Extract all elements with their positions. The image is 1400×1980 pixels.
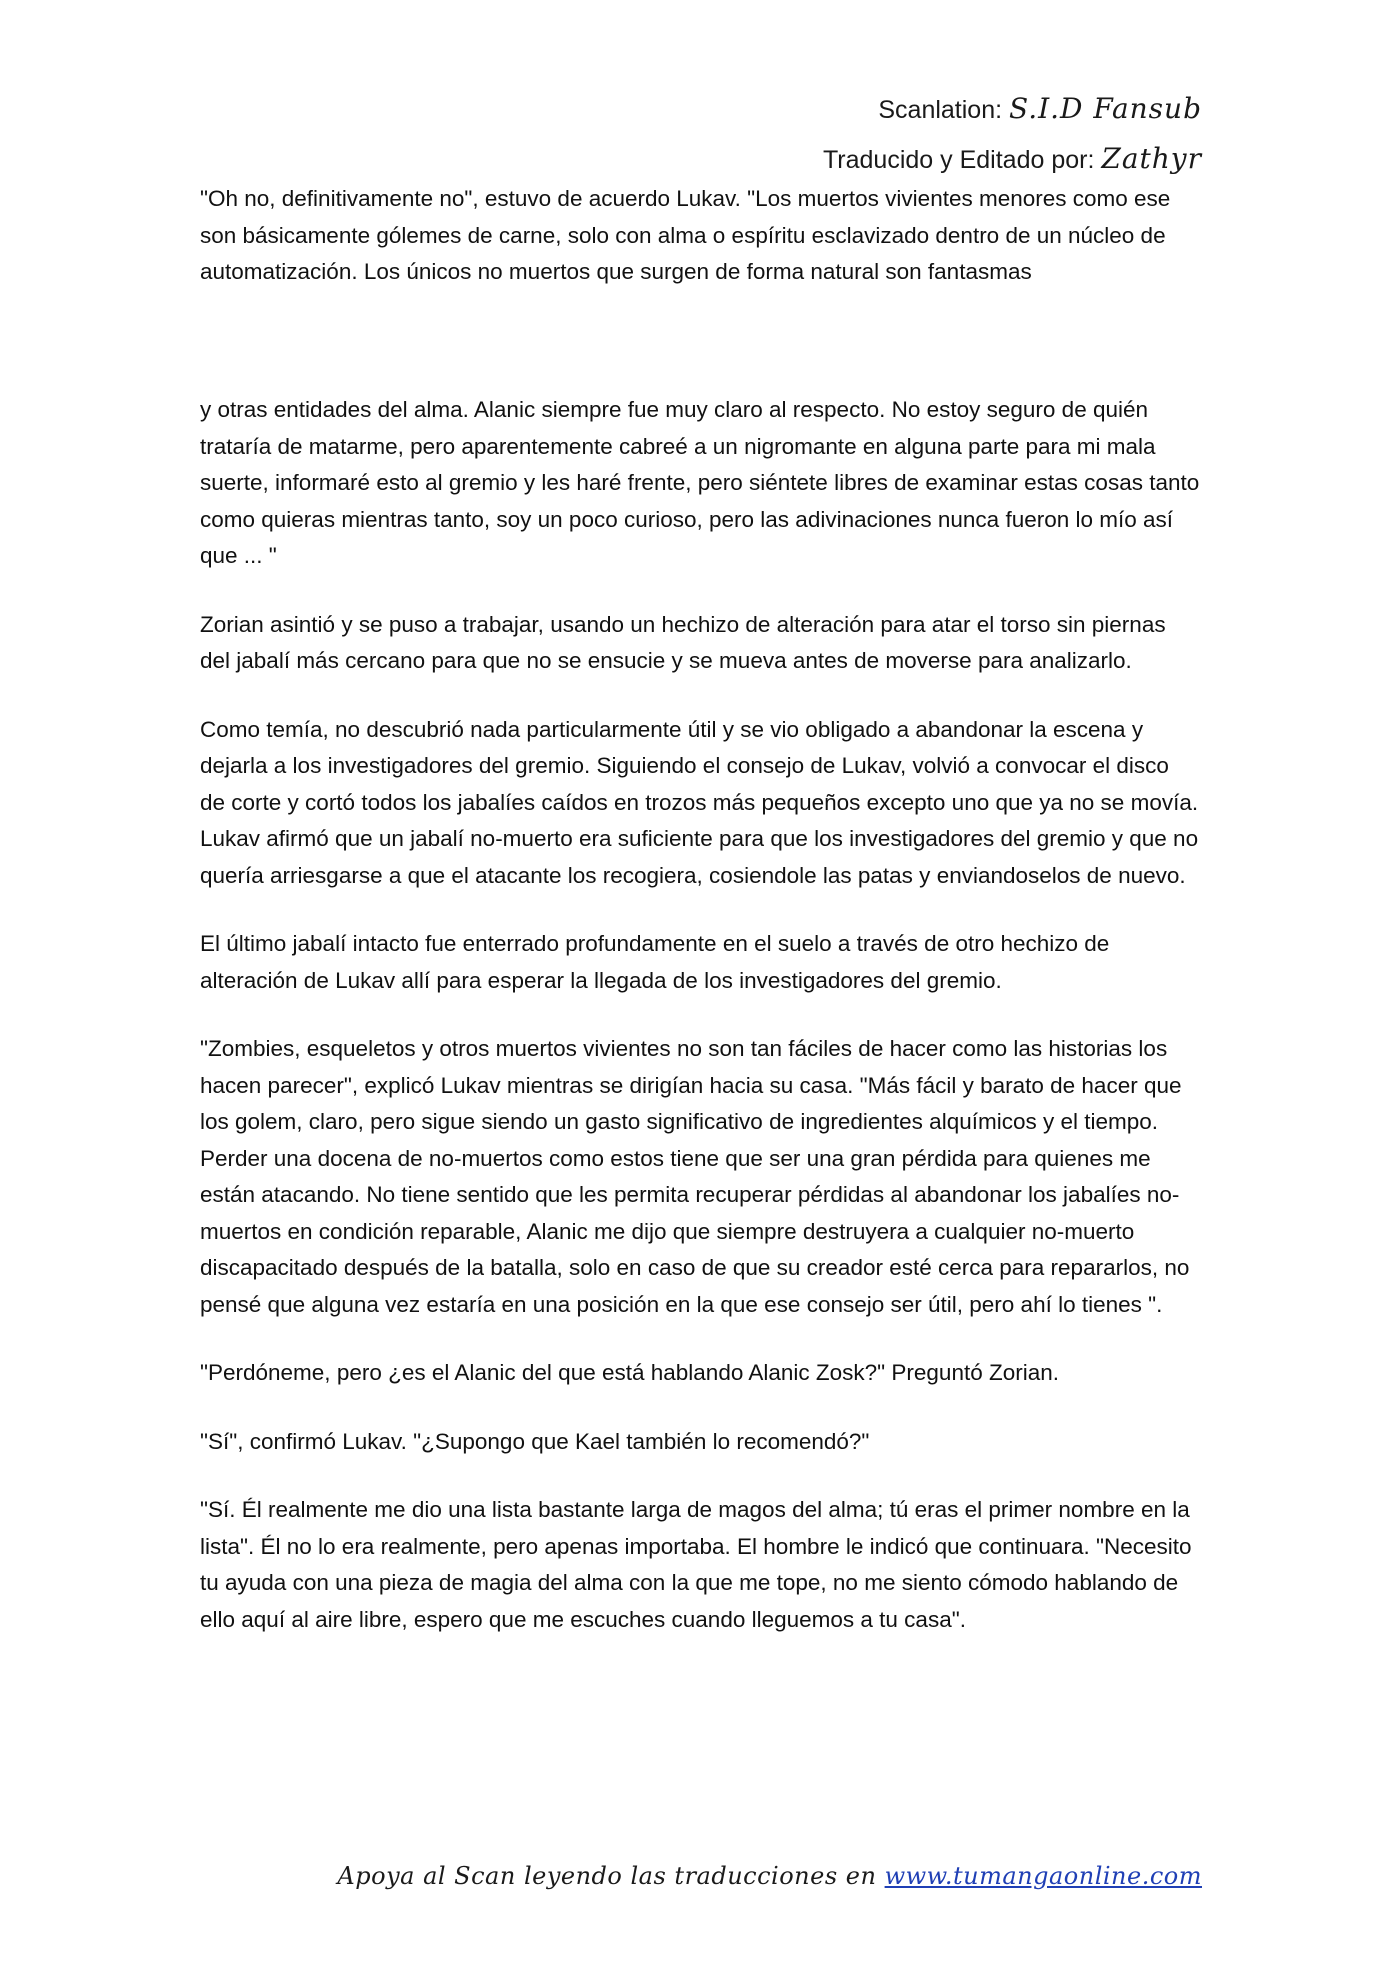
translator-name: Zathyr <box>1101 142 1202 175</box>
paragraph: Zorian asintió y se puso a trabajar, usando un hechizo de alteración para atar el torso sin piernas del jabalí más cercano para que no se ensucie y se mueva antes de moverse para analizarlo. <box>200 611 1166 673</box>
paragraph: El último jabalí intacto fue enterrado profundamente en el suelo a través de otro hechizo de alteración de Lukav allí para esperar la llegada de los investigadores del gremio. <box>200 931 1110 993</box>
translator-credit <box>823 142 1202 175</box>
paragraph: "Sí", confirmó Lukav. "¿Supongo que Kael también lo recomendó?" <box>200 1428 870 1454</box>
main-text-block <box>200 392 1200 1670</box>
footer-text: Apoya al Scan leyendo las traducciones en <box>337 1862 877 1890</box>
paragraph: "Sí. Él realmente me dio una lista bastante larga de magos del alma; tú eras el primer nombre en la lista". Él no lo era realmente, pero apenas importaba. El hombre le indicó que continuara. "Necesito tu ayuda con una pieza de magia del alma con la que me tope, no me siento cómodo hablando de ello aquí al aire libre, espero que me escuches cuando lleguemos a tu casa". <box>200 1497 1192 1632</box>
paragraph: "Perdóneme, pero ¿es el Alanic del que está hablando Alanic Zosk?" Preguntó Zorian. <box>200 1360 1059 1385</box>
paragraph: Como temía, no descubrió nada particularmente útil y se vio obligado a abandonar la escena y dejarla a los investigadores del gremio. Siguiendo el consejo de Lukav, volvió a convocar el disco de corte y cortó todos los jabalíes caídos en trozos más pequeños excepto uno que ya no se movía. Lukav afirmó que un jabalí no-muerto era suficiente para que los investigadores del gremio y que no quería arriesgarse a que el atacante los recogiera, cosiendole las patas y enviandoselos de nuevo. <box>200 716 1199 888</box>
footer-note <box>337 1862 1202 1890</box>
top-text-block <box>200 181 1200 291</box>
paragraph: "Oh no, definitivamente no", estuvo de acuerdo Lukav. "Los muertos vivientes menores como ese son básicamente gólemes de carne, solo con alma o espíritu esclavizado dentro de un núcleo de automatización. Los únicos no muertos que surgen de forma natural son fantasmas <box>200 186 1171 284</box>
scanlation-label: Scanlation: <box>878 96 1003 124</box>
footer-link[interactable]: www.tumangaonline.com <box>884 1862 1202 1890</box>
translator-label: Traducido y Editado por: <box>822 146 1095 174</box>
paragraph: y otras entidades del alma. Alanic siempre fue muy claro al respecto. No estoy seguro de quién trataría de matarme, pero aparentemente cabreé a un nigromante en alguna parte para mi mala suerte, informaré esto al gremio y les haré frente, pero siéntete libres de examinar estas cosas tanto como quieras mientras tanto, soy un poco curioso, pero las adivinaciones nunca fueron lo mío así que ... " <box>200 397 1200 568</box>
scanlation-credit <box>878 92 1202 125</box>
scanlation-name: S.I.D Fansub <box>1009 92 1202 125</box>
paragraph: "Zombies, esqueletos y otros muertos vivientes no son tan fáciles de hacer como las historias los hacen parecer", explicó Lukav mientras se dirigían hacia su casa. "Más fácil y barato de hacer que los golem, claro, pero sigue siendo un gasto significativo de ingredientes alquímicos y el tiempo. Perder una docena de no-muertos como estos tiene que ser una gran pérdida para quienes me están atacando. No tiene sentido que les permita recuperar pérdidas al abandonar los jabalíes no-muertos en condición reparable, Alanic me dijo que siempre destruyera a cualquier no-muerto discapacitado después de la batalla, solo en caso de que su creador esté cerca para repararlos, no pensé que alguna vez estaría en una posición en la que ese consejo ser útil, pero ahí lo tienes ". <box>200 1036 1190 1317</box>
